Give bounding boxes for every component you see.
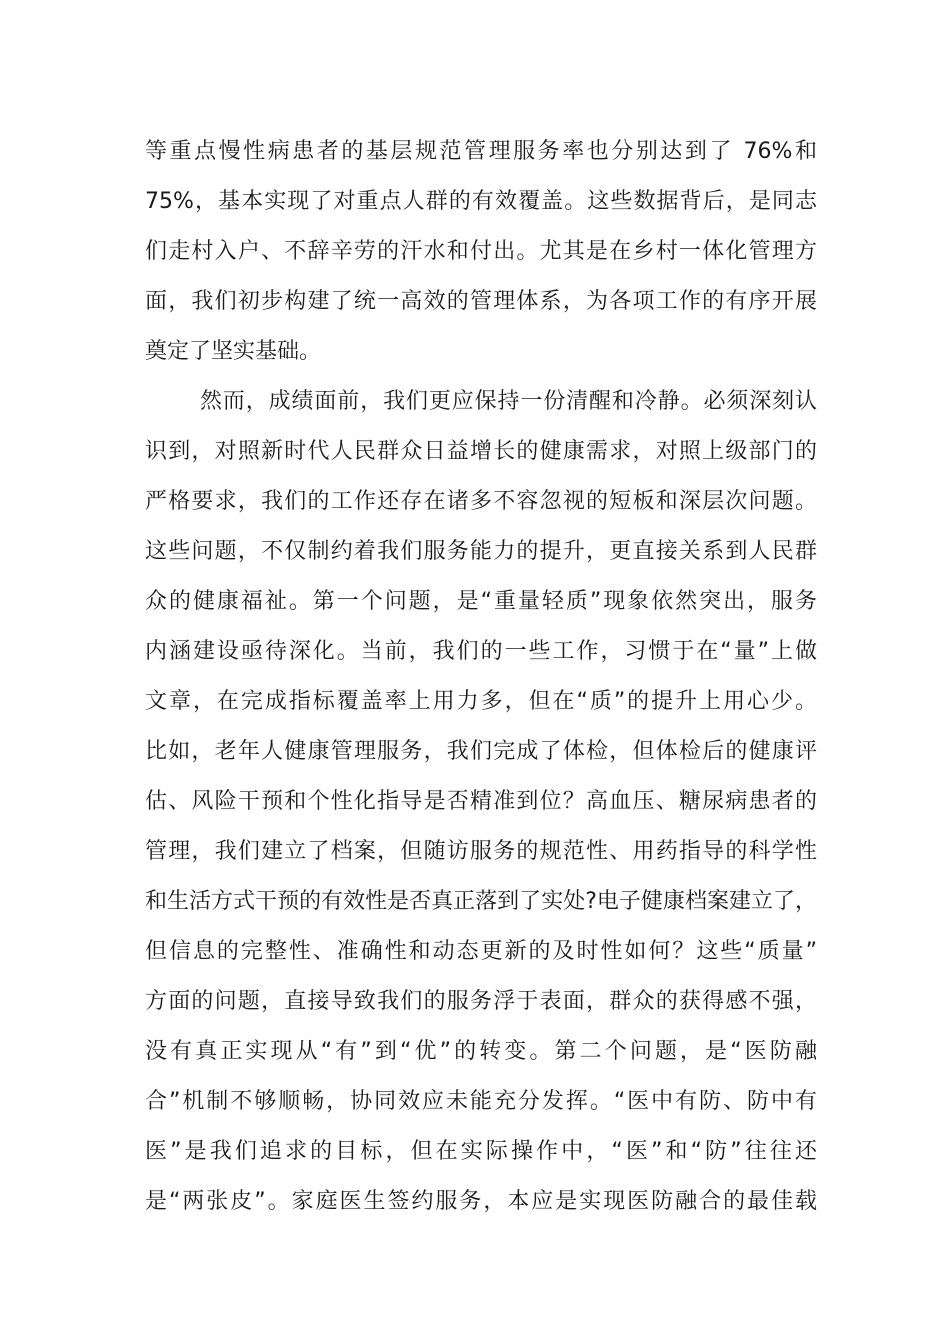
paragraph-2-line-1: 然而，成绩面前，我们更应保持一份清醒和冷静。必须深刻认 [200, 389, 817, 414]
paragraph-1-line-5: 奠定了坚实基础。 [145, 339, 322, 364]
paragraph-1-line-2: 75%，基本实现了对重点人群的有效覆盖。这些数据背后，是同志 [145, 189, 817, 214]
paragraph-1-line-4: 面，我们初步构建了统一高效的管理体系，为各项工作的有序开展 [145, 289, 817, 314]
paragraph-2-line-11: 和生活方式干预的有效性是否真正落到了实处?电子健康档案建立了， [145, 889, 817, 914]
paragraph-2-line-8: 比如，老年人健康管理服务，我们完成了体检，但体检后的健康评 [145, 739, 817, 764]
paragraph-2-line-15: 合”机制不够顺畅，协同效应未能充分发挥。“医中有防、防中有 [145, 1089, 817, 1114]
paragraph-2-line-6: 内涵建设亟待深化。当前，我们的一些工作，习惯于在“量”上做 [145, 639, 817, 664]
paragraph-2-line-3: 严格要求，我们的工作还存在诸多不容忽视的短板和深层次问题。 [145, 489, 817, 514]
paragraph-2-line-13: 方面的问题，直接导致我们的服务浮于表面，群众的获得感不强， [145, 989, 817, 1014]
paragraph-2-line-14: 没有真正实现从“有”到“优”的转变。第二个问题，是“医防融 [145, 1039, 817, 1064]
paragraph-2-line-10: 管理，我们建立了档案，但随访服务的规范性、用药指导的科学性 [145, 839, 817, 864]
paragraph-2-line-9: 估、风险干预和个性化指导是否精准到位？高血压、糖尿病患者的 [145, 789, 817, 814]
paragraph-2-line-7: 文章，在完成指标覆盖率上用力多，但在“质”的提升上用心少。 [145, 689, 817, 714]
paragraph-1-line-3: 们走村入户、不辞辛劳的汗水和付出。尤其是在乡村一体化管理方 [145, 239, 817, 264]
paragraph-2-line-17: 是“两张皮”。家庭医生签约服务，本应是实现医防融合的最佳载 [145, 1189, 817, 1214]
paragraph-2-line-4: 这些问题，不仅制约着我们服务能力的提升，更直接关系到人民群 [145, 539, 817, 564]
paragraph-2-line-5: 众的健康福祉。第一个问题，是“重量轻质”现象依然突出，服务 [145, 589, 817, 614]
paragraph-2-line-12: 但信息的完整性、准确性和动态更新的及时性如何？这些“质量” [145, 939, 817, 964]
paragraph-1-line-1: 等重点慢性病患者的基层规范管理服务率也分别达到了 76%和 [145, 139, 817, 164]
paragraph-2-line-16: 医”是我们追求的目标，但在实际操作中，“医”和“防”往往还 [145, 1139, 817, 1164]
paragraph-2-line-2: 识到，对照新时代人民群众日益增长的健康需求，对照上级部门的 [145, 439, 817, 464]
